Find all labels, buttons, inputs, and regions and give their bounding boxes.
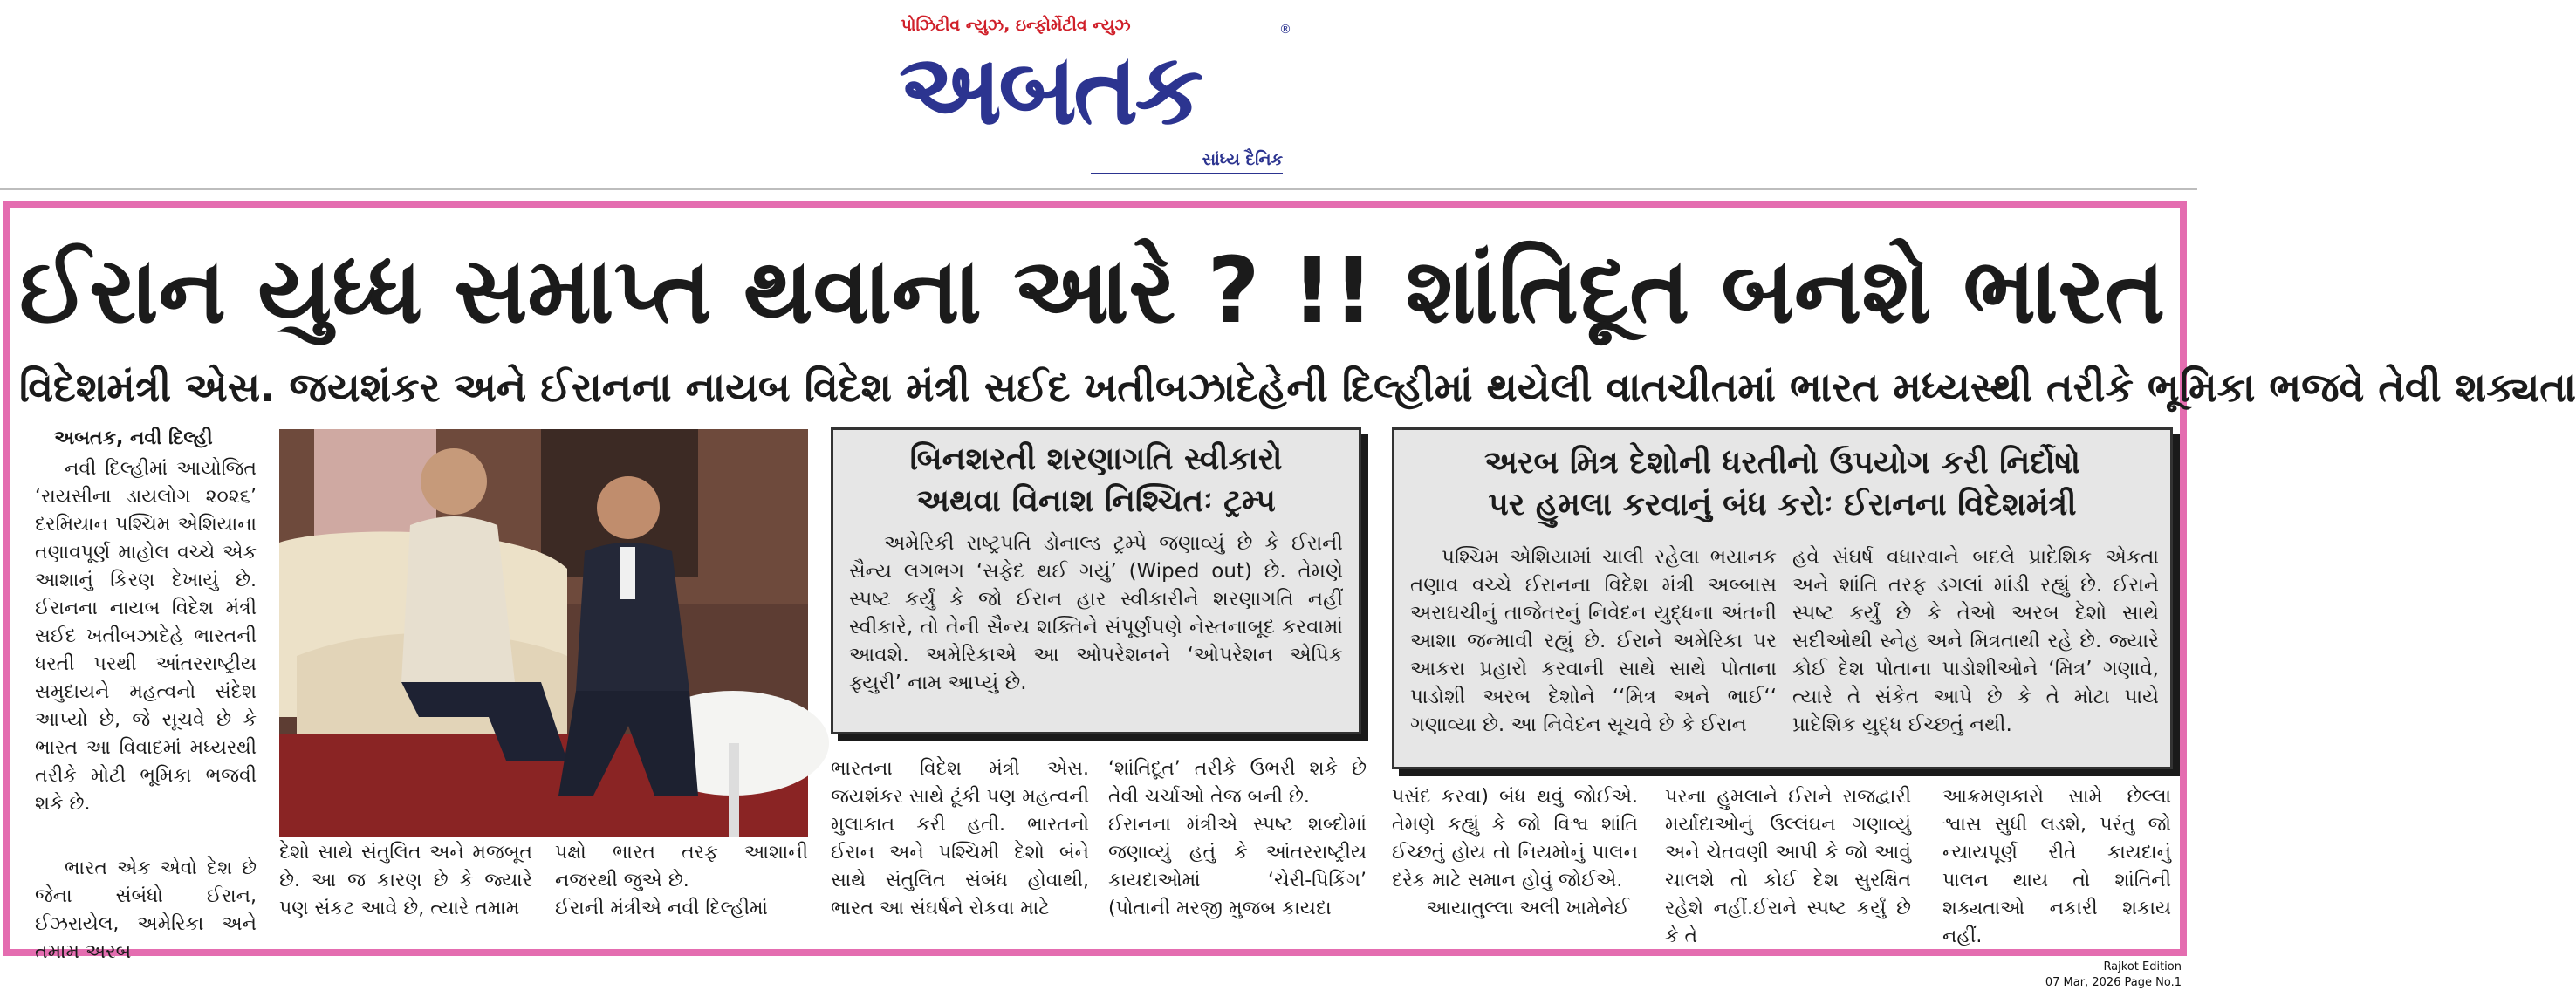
news-photo (279, 429, 808, 837)
story-byline: અબતક, નવી દિલ્હી (54, 427, 213, 449)
masthead-tagline: પોઝિટીવ ન્યુઝ, ઇન્ફોર્મેટીવ ન્યુઝ (901, 16, 1131, 35)
iran-box-col1: પશ્ચિમ એશિયામાં ચાલી રહેલા ભયાનક તણાવ વચ્ચે ઈરાનના વિદેશ મંત્રી અબ્બાસ અરાઘચીનું તાજેતરનું નિવેદન યુદ્ધના અંતની આશા જન્માવી રહ્યું છે. ઈરાને અમેરિકા પર આકરા પ્રહારો કરવાની સાથે સાથે પોતાના પાડોશી અરબ દેશોને ‘‘મિત્ર અને ભાઈ‘‘ ગણાવ્યા છે. આ નિવેદન સૂચવે છે કે ઈરાન (1410, 546, 1777, 736)
story-col3: પક્ષો ભારત તરફ આશાની નજરથી જુએ છે. ઈરાની મંત્રીએ નવી દિલ્હીમાં (555, 842, 808, 919)
page-headline: ઈરાન યુધ્ધ સમાપ્ત થવાના આરે ? !! શાંતિદૂત બનશે ભારત (19, 237, 2166, 344)
iran-box-col2: હવે સંઘર્ષ વધારવાને બદલે પ્રાદેશિક એકતા અને શાંતિ તરફ ડગલાં માંડી રહ્યું છે. ઈરાને સ્પષ્ટ કર્યું છે કે તેઓ અરબ દેશો સાથે સદીઓથી સ્નેહ અને મિત્રતાથી રહે છે. જ્યારે કોઈ દેશ પોતાના પાડોશીઓને ‘મિત્ર’ ગણાવે, ત્યારે તે સંકેત આપે છે કે તે મોટા પાયે પ્રાદેશિક યુદ્ધ ઈચ્છતું નથી. (1792, 546, 2159, 736)
story-col4: ભારતના વિદેશ મંત્રી એસ. જયશંકર સાથે ટૂંકી પણ મહત્વની મુલાકાત કરી હતી. ભારતનો ઈરાન અને પશ્ચિમી દેશો બંને સાથે સંતુલિત સંબંધ હોવાથી, ભારત આ સંઘર્ષને રોકવા માટે (831, 758, 1089, 919)
story-col1-paragraph1: નવી દિલ્હીમાં આયોજિત ‘રાયસીના ડાયલોગ ૨૦૨૬’ દરમિયાન પશ્ચિમ એશિયાના તણાવપૂર્ણ માહોલ વચ્ચે એક આશાનું કિરણ દેખાયું છે. ઈરાનના નાયબ વિદેશ મંત્રી સઈદ ખતીબઝાદેહે ભારતની ધરતી પરથી આંતરરાષ્ટ્રીય સમુદાયને મહત્વનો સંદેશ આપ્યો છે, જે સૂચવે છે કે ભારત આ વિવાદમાં મધ્યસ્થી તરીકે મોટી ભૂમિકા ભજવી શકે છે. (35, 458, 257, 815)
edition-name: Rajkot Edition (2103, 960, 2182, 973)
iran-box (1392, 427, 2173, 769)
masthead-divider (0, 188, 2197, 190)
trump-box-title-line1: બિનશરતી શરણાગતિ સ્વીકારો (909, 441, 1283, 477)
iran-box-title-line2: પર હુમલા કરવાનું બંધ કરોઃ ઈરાનના વિદેશમંત્રી (1488, 487, 2077, 522)
edition-date-page: 07 Mar, 2026 Page No.1 (2045, 976, 2182, 989)
masthead-logo: અબતક (899, 33, 1201, 147)
lower-col1-paragraph2: આયાતુલ્લા અલી ખામેનેઈ (1427, 898, 1629, 919)
story-col2: દેશો સાથે સંતુલિત અને મજબૂત છે. આ જ કારણ છે કે જ્યારે પણ સંકટ આવે છે, ત્યારે તમામ (279, 842, 532, 919)
lower-col3: આક્રમણકારો સામે છેલ્લા શ્વાસ સુધી લડશે, પરંતુ જો ન્યાયપૂર્ણ રીતે કાયદાનું પાલન થાય તો શાંતિની શક્યતાઓ નકારી શકાય નહીં. (1942, 786, 2171, 947)
masthead-subtitle-underline (1091, 173, 1283, 174)
photo-illustration (279, 429, 808, 837)
lower-col2: પરના હુમલાને ઈરાને રાજદ્વારી મર્યાદાઓનું ઉલ્લંઘન ગણાવ્યું અને ચેતવણી આપી કે જો આવું ચાલશે તો કોઈ દેશ સુરક્ષિત રહેશે નહીં.ઈરાને સ્પષ્ટ કર્યું છે કે તે (1665, 786, 1911, 947)
story-col1-paragraph2: ભારત એક એવો દેશ છે જેના સંબંધો ઈરાન, ઈઝરાયેલ, અમેરિકા અને તમામ અરબ (35, 857, 257, 963)
page-subheadline: વિદેશમંત્રી એસ. જયશંકર અને ઈરાનના નાયબ વિદેશ મંત્રી સઈદ ખતીબઝાદેહેની દિલ્હીમાં થયેલી વાતચીતમાં ભારત મધ્યસ્થી તરીકે ભૂમિકા ભજવે તેવી શક્યતા (19, 364, 2576, 411)
registered-mark: ® (1279, 23, 1291, 37)
trump-box-title-line2: અથવા વિનાશ નિશ્ચિતઃ ટ્રમ્પ (916, 483, 1276, 519)
masthead-subtitle: સાંધ્ય દૈનિક (1202, 150, 1283, 169)
lower-col1-paragraph1: પસંદ કરવા) બંધ થવું જોઈએ. તેમણે કહ્યું કે જો વિશ્વ શાંતિ ઈચ્છતું હોય તો નિયમોનું પાલન દરેક માટે સમાન હોવું જોઈએ. (1392, 786, 1638, 891)
trump-box-body: અમેરિકી રાષ્ટ્રપતિ ડોનાલ્ડ ટ્રમ્પે જણાવ્યું છે કે ઈરાની સૈન્ય લગભગ ‘સફેદ થઈ ગયું’ (Wiped out) છે. તેમણે સ્પષ્ટ કર્યું કે જો ઈરાન હાર સ્વીકારીને શરણાગતિ નહીં સ્વીકારે, તો તેની સૈન્ય શક્તિને સંપૂર્ણપણે નેસ્તનાબૂદ કરવામાં આવશે. અમેરિકાએ આ ઓપરેશનને ‘ઓપરેશન એપિક ફ્યુરી’ નામ આપ્યું છે. (849, 532, 1343, 694)
iran-box-title-line1: અરબ મિત્ર દેશોની ધરતીનો ઉપયોગ કરી નિર્દોષો (1483, 445, 2081, 481)
edition-info (2045, 959, 2182, 991)
story-col5: ‘શાંતિદૂત’ તરીકે ઉભરી શકે છે તેવી ચર્ચાઓ તેજ બની છે. ઈરાનના મંત્રીએ સ્પષ્ટ શબ્દોમાં જણાવ્યું હતું કે આંતરરાષ્ટ્રીય કાયદાઓમાં ‘ચેરી-પિકિંગ’ (પોતાની મરજી મુજબ કાયદા (1108, 758, 1367, 919)
trump-box (831, 427, 1361, 734)
